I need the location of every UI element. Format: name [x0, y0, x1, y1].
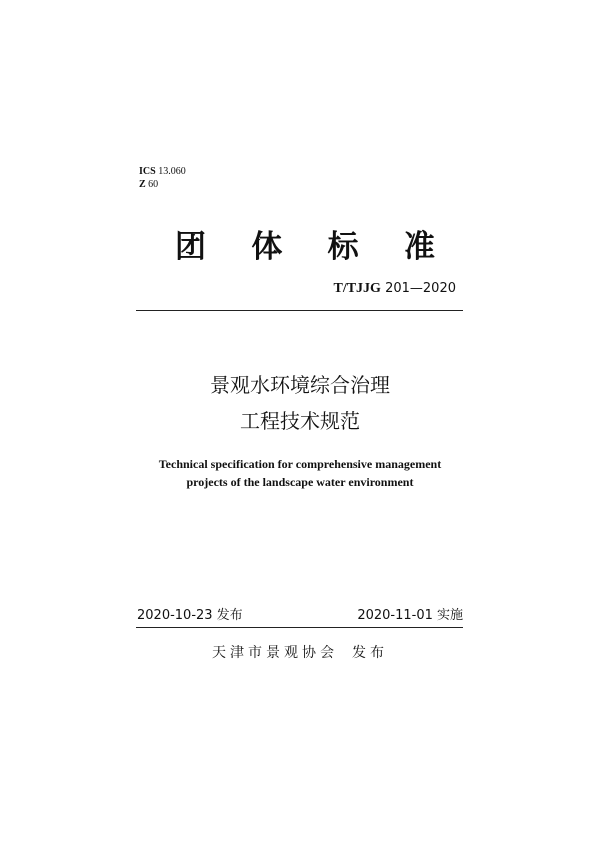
ics-code	[139, 165, 186, 178]
standard-type-char: 团	[175, 229, 206, 265]
top-divider	[136, 310, 463, 311]
chinese-title-line-1: 景观水环境综合治理	[210, 373, 390, 397]
standard-type-char: 准	[403, 229, 435, 265]
bottom-divider	[136, 627, 463, 628]
ccs-label: Z	[139, 179, 146, 190]
issue-date: 2020-10-23 发布	[137, 608, 243, 623]
ccs-code	[139, 178, 186, 191]
classification-codes	[139, 165, 186, 191]
standard-type-heading	[175, 227, 435, 267]
standard-type-char: 体	[251, 229, 283, 265]
publisher-line	[0, 643, 600, 663]
ccs-value: 60	[148, 179, 159, 190]
publisher-action: 发布	[352, 645, 388, 661]
standard-number-prefix: T/TJJG	[333, 281, 381, 296]
english-title-line-2: projects of the landscape water environment	[186, 475, 414, 489]
standard-type-char: 标	[327, 229, 359, 265]
ics-value: 13.060	[158, 166, 186, 177]
english-title-line-1: Technical specification for comprehensive management	[158, 457, 442, 471]
chinese-title-line-2: 工程技术规范	[240, 409, 360, 433]
implementation-date: 2020-11-01 实施	[357, 608, 463, 623]
standard-number	[333, 281, 456, 297]
ics-label: ICS	[139, 166, 156, 177]
publisher-name: 天津市景观协会	[212, 645, 338, 661]
standard-number-value: 201—2020	[385, 281, 456, 296]
